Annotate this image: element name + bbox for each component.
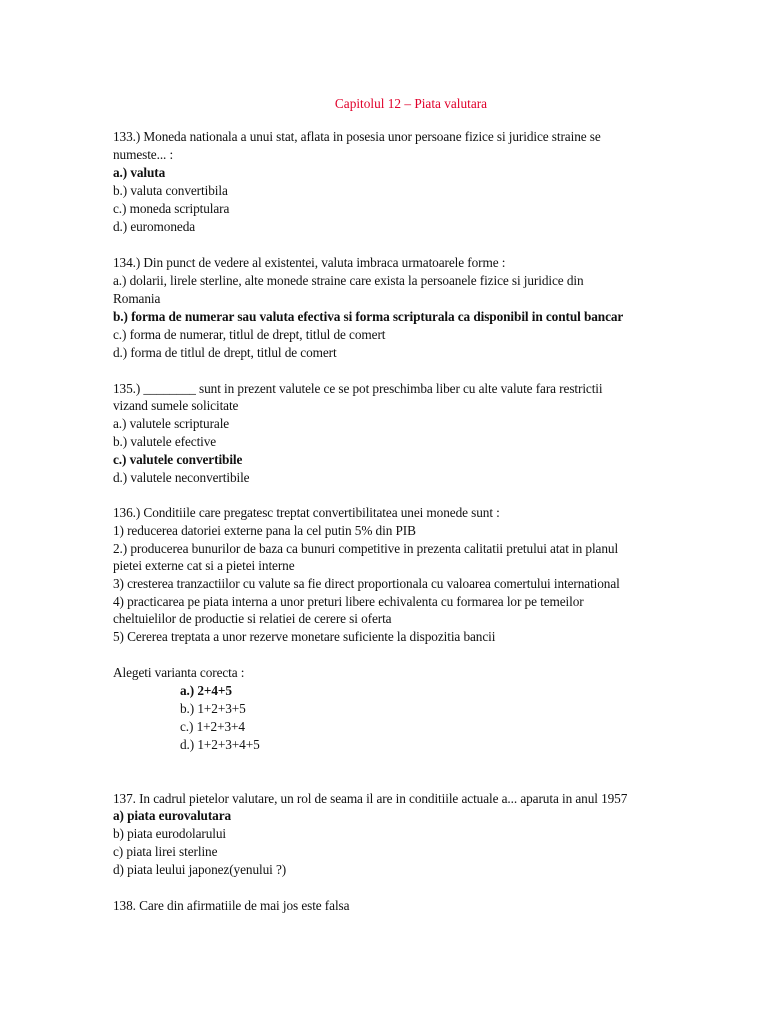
q133-option-a-correct: a.) valuta — [113, 165, 166, 180]
q135-option-d: d.) valutele neconvertibile — [113, 470, 250, 485]
q134-option-d: d.) forma de titlul de drept, titlul de comert — [113, 345, 337, 360]
q138-stem: 138. Care din afirmatiile de mai jos este falsa — [113, 898, 350, 913]
q136-option-d: d.) 1+2+3+4+5 — [180, 737, 260, 752]
q136-option-c: c.) 1+2+3+4 — [180, 719, 245, 734]
q136-option-a-correct: a.) 2+4+5 — [180, 683, 232, 698]
q136-item-1: 1) reducerea datoriei externe pana la cel putin 5% din PIB — [113, 523, 416, 538]
q136-item-4-line-2: cheltuielilor de productie si relatiei de cerere si oferta — [113, 611, 392, 626]
q135-option-c-correct: c.) valutele convertibile — [113, 452, 243, 467]
q136-stem: 136.) Conditiile care pregatesc treptat convertibilitatea unei monede sunt : — [113, 505, 500, 520]
q137-option-c: c) piata lirei sterline — [113, 844, 218, 859]
q134-option-a-line-2: Romania — [113, 291, 161, 306]
q136-item-3: 3) cresterea tranzactiilor cu valute sa fie direct proportionala cu valoarea comertului international — [113, 576, 620, 591]
q135-option-b: b.) valutele efective — [113, 434, 217, 449]
q137-option-b: b) piata eurodolarului — [113, 826, 226, 841]
q134-option-c: c.) forma de numerar, titlul de drept, titlul de comert — [113, 327, 386, 342]
q134-option-a-line-1: a.) dolarii, lirele sterline, alte monede straine care exista la persoanele fizice si juridice din — [113, 273, 584, 288]
q133-option-c: c.) moneda scriptulara — [113, 201, 230, 216]
chapter-title: Capitolul 12 – Piata valutara — [334, 96, 488, 111]
q133-option-b: b.) valuta convertibila — [113, 183, 228, 198]
q136-item-5: 5) Cererea treptata a unor rezerve monetare suficiente la dispozitia bancii — [113, 629, 496, 644]
q136-choose-prompt: Alegeti varianta corecta : — [113, 665, 245, 680]
q134-option-b-correct: b.) forma de numerar sau valuta efectiva si forma scripturala ca disponibil in contul bancar — [113, 309, 624, 324]
q137-stem: 137. In cadrul pietelor valutare, un rol de seama il are in conditiile actuale a... aparuta in anul 1957 — [113, 791, 628, 806]
q133-option-d: d.) euromoneda — [113, 219, 196, 234]
q136-option-b: b.) 1+2+3+5 — [180, 701, 246, 716]
q133-stem-line-1: 133.) Moneda nationala a unui stat, aflata in posesia unor persoane fizice si juridice straine se — [113, 129, 601, 144]
q137-option-a-correct: a) piata eurovalutara — [113, 808, 232, 823]
q135-option-a: a.) valutele scripturale — [113, 416, 230, 431]
q135-stem-line-2: vizand sumele solicitate — [113, 398, 239, 413]
q134-stem: 134.) Din punct de vedere al existentei, valuta imbraca urmatoarele forme : — [113, 255, 506, 270]
q136-item-4-line-1: 4) practicarea pe piata interna a unor preturi libere echivalenta cu formarea lor pe temeilor — [113, 594, 584, 609]
q136-item-2-line-2: pietei externe cat si a pietei interne — [113, 558, 295, 573]
q137-option-d: d) piata leului japonez(yenului ?) — [113, 862, 287, 877]
q136-item-2-line-1: 2.) producerea bunurilor de baza ca bunuri competitive in prezenta calitatii pretului atat in planul — [113, 541, 619, 556]
q133-stem-line-2: numeste... : — [113, 147, 174, 162]
q135-stem-line-1: 135.) ________ sunt in prezent valutele ce se pot preschimba liber cu alte valute fara restrictii — [113, 381, 603, 396]
